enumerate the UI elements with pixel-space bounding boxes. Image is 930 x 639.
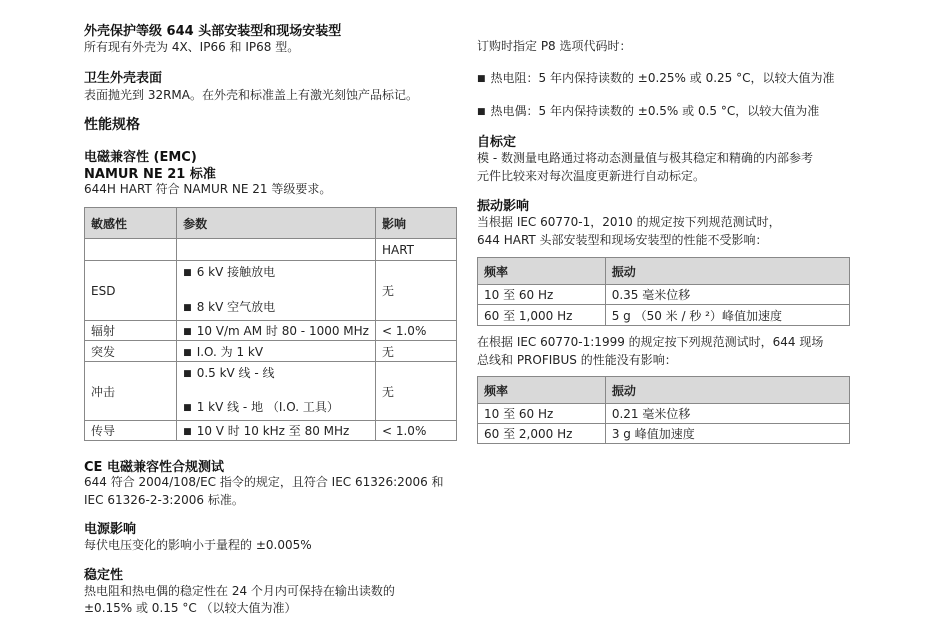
vib2-row1-vibration: 0.21 毫米位移 <box>605 404 849 424</box>
stability-heading: 稳定性 <box>84 568 124 583</box>
vibration-text-4: 总线和 PROFIBUS 的性能没有影响： <box>477 353 677 367</box>
burst-effect: 无 <box>375 341 456 362</box>
namur-heading: NAMUR NE 21 标准 <box>84 167 216 182</box>
vibration-text-3: 在根据 IEC 60770-1:1999 的规定按下列规范测试时，644 现场 <box>477 335 824 349</box>
vibration-table-1 <box>477 257 850 326</box>
vib2-row1-frequency: 10 至 60 Hz <box>478 404 606 424</box>
radiated-param: ■ 10 V/m AM 时 80 - 1000 MHz <box>177 321 376 341</box>
vib1-row2-vibration: 5 g （50 米 / 秒 ²）峰值加速度 <box>605 305 849 326</box>
table-row <box>85 341 457 362</box>
performance-heading: 性能规格 <box>84 117 140 133</box>
ce-text-1: 644 符合 2004/108/EC 指令的规定，且符合 IEC 61326:2006 和 <box>84 475 444 489</box>
vib1-row1-frequency: 10 至 60 Hz <box>478 285 606 305</box>
conducted-effect: < 1.0% <box>375 421 456 441</box>
table-row <box>478 404 850 424</box>
vibration-heading: 振动影响 <box>477 199 530 214</box>
vib2-header-vibration: 振动 <box>605 377 849 404</box>
emc-header-parameter: 参数 <box>177 208 376 239</box>
esd-param-1: ■ 6 kV 接触放电 <box>183 263 369 283</box>
selfcal-text-1: 模 - 数测量电路通过将动态测量值与极其稳定和精确的内部参考 <box>477 151 813 165</box>
vib1-row1-vibration: 0.35 毫米位移 <box>605 285 849 305</box>
vibration-table-2 <box>477 376 850 444</box>
emc-heading: 电磁兼容性 (EMC) <box>84 150 197 165</box>
esd-name: ESD <box>85 261 177 321</box>
table-row <box>85 421 457 441</box>
emc-header-susceptibility: 敏感性 <box>85 208 177 239</box>
surge-name: 冲击 <box>85 362 177 421</box>
hart-label: HART <box>375 239 456 261</box>
housing-heading: 外壳保护等级 644 头部安装型和现场安装型 <box>84 24 342 39</box>
p8-item-rtd-text: 热电阻：5 年内保持读数的 ±0.25% 或 0.25 °C，以较大值为准 <box>490 71 835 85</box>
vibration-text-1: 当根据 IEC 60770-1，2010 的规定按下列规范测试时， <box>477 215 781 229</box>
selfcal-heading: 自标定 <box>477 135 517 150</box>
namur-text: 644H HART 符合 NAMUR NE 21 等级要求。 <box>84 182 332 196</box>
p8-item-rtd: ■ 热电阻：5 年内保持读数的 ±0.25% 或 0.25 °C，以较大值为准 <box>477 71 835 85</box>
vib2-row2-vibration: 3 g 峰值加速度 <box>605 424 849 444</box>
esd-param-2: ■ 8 kV 空气放电 <box>183 298 369 318</box>
stability-text-2: ±0.15% 或 0.15 °C （以较大值为准） <box>84 601 297 615</box>
conducted-name: 传导 <box>85 421 177 441</box>
radiated-effect: < 1.0% <box>375 321 456 341</box>
surge-param-1: ■ 0.5 kV 线 - 线 <box>183 364 369 384</box>
table-row <box>85 362 457 421</box>
surge-effect: 无 <box>375 362 456 421</box>
housing-text: 所有现有外壳为 4X、IP66 和 IP68 型。 <box>84 40 300 54</box>
vibration-text-2: 644 HART 头部安装型和现场安装型的性能不受影响： <box>477 233 768 247</box>
table-row <box>85 321 457 341</box>
conducted-param: ■ 10 V 时 10 kHz 至 80 MHz <box>177 421 376 441</box>
ce-text-2: IEC 61326-2-3:2006 标准。 <box>84 493 244 507</box>
emc-header-effect: 影响 <box>375 208 456 239</box>
vib2-header-frequency: 频率 <box>478 377 606 404</box>
burst-param: ■ I.O. 为 1 kV <box>177 341 376 362</box>
p8-text: 订购时指定 P8 选项代码时： <box>477 39 632 53</box>
sanitary-heading: 卫生外壳表面 <box>84 71 163 86</box>
radiated-name: 辐射 <box>85 321 177 341</box>
vib2-row2-frequency: 60 至 2,000 Hz <box>478 424 606 444</box>
ce-heading: CE 电磁兼容性合规测试 <box>84 460 224 475</box>
burst-name: 突发 <box>85 341 177 362</box>
table-row <box>478 305 850 326</box>
power-heading: 电源影响 <box>84 522 137 537</box>
stability-text-1: 热电阻和热电偶的稳定性在 24 个月内可保持在输出读数的 <box>84 584 395 598</box>
emc-table <box>84 207 457 441</box>
esd-effect: 无 <box>375 261 456 321</box>
vib1-header-vibration: 振动 <box>605 258 849 285</box>
power-text: 每伏电压变化的影响小于量程的 ±0.005% <box>84 538 312 552</box>
sanitary-text: 表面抛光到 32RMA。在外壳和标准盖上有激光刻蚀产品标记。 <box>84 88 418 102</box>
selfcal-text-2: 元件比较来对每次温度更新进行自动标定。 <box>477 169 706 183</box>
surge-param-2: ■ 1 kV 线 - 地 （I.O. 工具） <box>183 398 369 418</box>
table-row <box>85 261 457 321</box>
vib1-row2-frequency: 60 至 1,000 Hz <box>478 305 606 326</box>
p8-item-tc-text: 热电偶：5 年内保持读数的 ±0.5% 或 0.5 °C，以较大值为准 <box>490 104 820 118</box>
table-row <box>478 285 850 305</box>
p8-item-tc: ■ 热电偶：5 年内保持读数的 ±0.5% 或 0.5 °C，以较大值为准 <box>477 104 820 118</box>
vib1-header-frequency: 频率 <box>478 258 606 285</box>
table-row <box>478 424 850 444</box>
